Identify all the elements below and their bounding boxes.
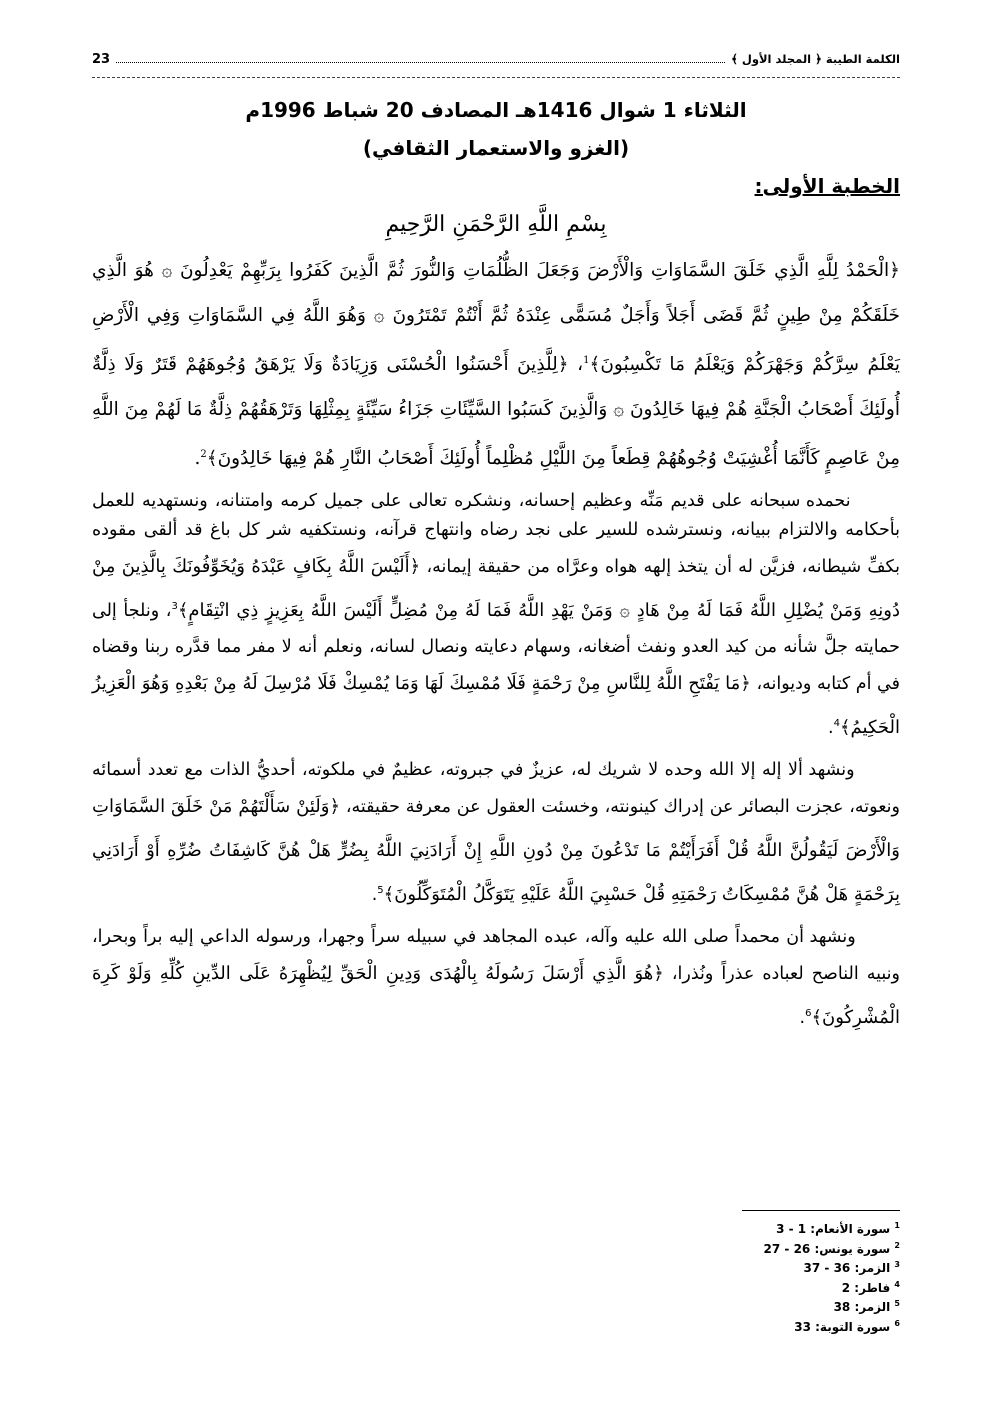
paragraph-text: ، ونلجأ إلى حمايته جلَّ شأنه من كيد العدو ونفث أضغانه، وسهام دعايته ونصال لسانه، ونعلم أنه لا مفر مما قدَّره ربنا وقضاه في أم كتابه وديوانه،: [92, 601, 900, 695]
quran-passage-1: ﴿الْحَمْدُ لِلَّهِ الَّذِي خَلَقَ السَّمَاوَاتِ وَالْأَرْضَ وَجَعَلَ الظُّلُمَاتِ وَالنُّورَ ثُمَّ الَّذِينَ كَفَرُوا بِرَبِّهِمْ يَعْدِلُونَ ۞ هُوَ الَّذِي خَلَقَكُمْ مِنْ طِينٍ ثُمَّ قَضَى أَجَلاً وَأَجَلٌ مُسَمًّى عِنْدَهُ ثُمَّ أَنْتُمْ تَمْتَرُونَ ۞ وَهُوَ اللَّهُ فِي السَّمَاوَاتِ وَفِي الْأَرْضِ يَعْلَمُ سِرَّكُمْ وَجَهْرَكُمْ وَيَعْلَمُ مَا تَكْسِبُونَ﴾$^1$، ﴿لِلَّذِينَ أَحْسَنُوا الْحُسْنَى وَزِيَادَةٌ وَلَا يَرْهَقُ وُجُوهَهُمْ قَتَرٌ وَلَا ذِلَّةٌ أُولَئِكَ أَصْحَابُ الْجَنَّةِ هُمْ فِيهَا خَالِدُونَ ۞ وَالَّذِينَ كَسَبُوا السَّيِّئَاتِ جَزَاءُ سَيِّئَةٍ بِمِثْلِهَا وَتَرْهَقُهُمْ ذِلَّةٌ مَا لَهُمْ مِنَ اللَّهِ مِنْ عَاصِمٍ كَأَنَّمَا أُغْشِيَتْ وُجُوهُهُمْ قِطَعاً مِنَ اللَّيْلِ مُظْلِماً أُولَئِكَ أَصْحَابُ النَّارِ هُمْ فِيهَا خَالِدُونَ﴾$^2$.: [92, 260, 900, 470]
quran-inline-verse: ﴿أَلَيْسَ اللَّهُ بِكَافٍ عَبْدَهُ وَيُخَوِّفُونَكَ بِالَّذِينَ مِنْ دُونِهِ وَمَنْ يُضْلِلِ اللَّهُ فَمَا لَهُ مِنْ هَادٍ ۞ وَمَنْ يَهْدِ اللَّهُ فَمَا لَهُ مِنْ مُضِلٍّ أَلَيْسَ اللَّهُ بِعَزِيزٍ ذِي انْتِقَامٍ﴾: [92, 556, 900, 622]
footnote-ref: 4: [833, 718, 840, 730]
quran-verse-text: ﴿لِلَّذِينَ أَحْسَنُوا الْحُسْنَى وَزِيَادَةٌ وَلَا يَرْهَقُ وُجُوهَهُمْ قَتَرٌ وَلَا ذِلَّةٌ أُولَئِكَ أَصْحَابُ الْجَنَّةِ هُمْ فِيهَا خَالِدُونَ ۞ وَالَّذِينَ كَسَبُوا السَّيِّئَاتِ جَزَاءُ سَيِّئَةٍ بِمِثْلِهَا وَتَرْهَقُهُمْ ذِلَّةٌ مَا لَهُمْ مِنَ اللَّهِ مِنْ عَاصِمٍ كَأَنَّمَا أُغْشِيَتْ وُجُوهُهُمْ قِطَعاً مِنَ اللَّيْلِ مُظْلِماً أُولَئِكَ أَصْحَابُ النَّارِ هُمْ فِيهَا خَالِدُونَ﴾: [92, 354, 900, 470]
quran-inline-verse: ﴿هُوَ الَّذِي أَرْسَلَ رَسُولَهُ بِالْهُدَى وَدِينِ الْحَقِّ لِيُظْهِرَهُ عَلَى الدِّينِ كُلِّهِ وَلَوْ كَرِهَ الْمُشْرِكُونَ﴾: [92, 963, 900, 1029]
section-heading: الخطبة الأولى:: [754, 174, 900, 198]
footnote-ref: 1: [583, 355, 590, 366]
khutba-title: (الغزو والاستعمار الثقافي): [362, 136, 630, 160]
quran-verse-text: ﴿الْحَمْدُ لِلَّهِ الَّذِي خَلَقَ السَّمَاوَاتِ وَالْأَرْضَ وَجَعَلَ الظُّلُمَاتِ وَالنُّورَ ثُمَّ الَّذِينَ كَفَرُوا بِرَبِّهِمْ يَعْدِلُونَ ۞ هُوَ الَّذِي خَلَقَكُمْ مِنْ طِينٍ ثُمَّ قَضَى أَجَلاً وَأَجَلٌ مُسَمًّى عِنْدَهُ ثُمَّ أَنْتُمْ تَمْتَرُونَ ۞ وَهُوَ اللَّهُ فِي السَّمَاوَاتِ وَفِي الْأَرْضِ يَعْلَمُ سِرَّكُمْ وَجَهْرَكُمْ وَيَعْلَمُ مَا تَكْسِبُونَ﴾: [92, 260, 900, 376]
basmala: بِسْمِ اللَّهِ الرَّحْمَنِ الرَّحِيمِ: [385, 212, 607, 237]
paragraph-shahada: ونشهد ألا إله إلا الله وحده لا شريك له، عزيزٌ في جبروته، عظيمٌ في ملكوته، أحديُّ الذات مع تعدد أسمائه ونعوته، عجزت البصائر عن إدراك كينونته، وخسئت العقول عن معرفة حقيقته، ﴿وَلَئِنْ سَأَلْتَهُمْ مَنْ خَلَقَ السَّمَاوَاتِ وَالْأَرْضَ لَيَقُولُنَّ اللَّهُ قُلْ أَفَرَأَيْتُمْ مَا تَدْعُونَ مِنْ دُونِ اللَّهِ إِنْ أَرَادَنِيَ اللَّهُ بِضُرٍّ هَلْ هُنَّ كَاشِفَاتُ ضُرِّهِ أَوْ أَرَادَنِي بِرَحْمَةٍ هَلْ هُنَّ مُمْسِكَاتُ رَحْمَتِهِ قُلْ حَسْبِيَ اللَّهُ عَلَيْهِ يَتَوَكَّلُ الْمُتَوَكِّلُونَ﴾$^5$.: [92, 760, 900, 906]
paragraph-text: نحمده سبحانه على قديم مَنِّه وعظيم إحسانه، ونشكره تعالى على جميل كرمه وامتنانه، ونستهديه للعمل بأحكامه والالتزام ببيانه، ونسترشده للسير على نجد رضاه وانتهاج قرآنه، ونستكفيه شر كل باغ قد ألقى مقوده بكفِّ شيطانه، فزيَّن له أن يتخذ إلهه هواه وعرَّاه من حقيقة إيمانه،: [92, 491, 901, 578]
footnotes: [600, 1218, 900, 1335]
khutba-date: الثلاثاء 1 شوال 1416هـ المصادف 20 شباط 1996م: [245, 98, 747, 122]
book-title: الكلمة الطيبة ﴿ المجلد الأول ﴾: [731, 52, 900, 66]
footnote-item: $^6$ سورة التوبة: 33: [794, 1318, 900, 1334]
quran-inline-verse: ﴿مَا يَفْتَحِ اللَّهُ لِلنَّاسِ مِنْ رَحْمَةٍ فَلَا مُمْسِكَ لَهَا وَمَا يُمْسِكْ فَلَا مُرْسِلَ لَهُ مِنْ بَعْدِهِ وَهُوَ الْعَزِيزُ الْحَكِيمُ﴾: [92, 673, 900, 739]
paragraph-prophet: ونشهد أن محمداً صلى الله عليه وآله، عبده المجاهد في سبيله سراً وجهرا، ورسوله الداعي إليه براً وبحرا، ونبيه الناصح لعباده عذراً ونُذرا، ﴿هُوَ الَّذِي أَرْسَلَ رَسُولَهُ بِالْهُدَى وَدِينِ الْحَقِّ لِيُظْهِرَهُ عَلَى الدِّينِ كُلِّهِ وَلَوْ كَرِهَ الْمُشْرِكُونَ﴾$^6$.: [92, 927, 900, 1029]
footnote-ref: 2: [200, 449, 207, 461]
paragraph-praise: نحمده سبحانه على قديم مَنِّه وعظيم إحسانه، ونشكره تعالى على جميل كرمه وامتنانه، ونستهديه للعمل بأحكامه والالتزام ببيانه، ونسترشده للسير على نجد رضاه وانتهاج قرآنه، ونستكفيه شر كل باغ قد ألقى مقوده بكفِّ شيطانه، فزيَّن له أن يتخذ إلهه هواه وعرَّاه من حقيقة إيمانه، ﴿أَلَيْسَ اللَّهُ بِكَافٍ عَبْدَهُ وَيُخَوِّفُونَكَ بِالَّذِينَ مِنْ دُونِهِ وَمَنْ يُضْلِلِ اللَّهُ فَمَا لَهُ مِنْ هَادٍ ۞ وَمَنْ يَهْدِ اللَّهُ فَمَا لَهُ مِنْ مُضِلٍّ أَلَيْسَ اللَّهُ بِعَزِيزٍ ذِي انْتِقَامٍ﴾$^3$، ونلجأ إلى حمايته جلَّ شأنه من كيد العدو ونفث أضغانه، وسهام دعايته ونصال لسانه، ونعلم أنه لا مفر مما قدَّره ربنا وقضاه في أم كتابه وديوانه، ﴿مَا يَفْتَحِ اللَّهُ لِلنَّاسِ مِنْ رَحْمَةٍ فَلَا مُمْسِكَ لَهَا وَمَا يُمْسِكْ فَلَا مُرْسِلَ لَهُ مِنْ بَعْدِهِ وَهُوَ الْعَزِيزُ الْحَكِيمُ﴾$^4$.: [92, 491, 901, 739]
footnote-item: $^1$ سورة الأنعام: 1 - 3: [776, 1221, 900, 1236]
footnote-item: $^4$ فاطر: 2: [841, 1279, 900, 1295]
paragraph-text: ونشهد أن محمداً صلى الله عليه وآله، عبده المجاهد في سبيله سراً وجهرا، ورسوله الداعي إليه براً وبحرا، ونبيه الناصح لعباده عذراً ونُذرا،: [92, 927, 900, 985]
footnote-item: $^2$ سورة يونس: 26 - 27: [763, 1240, 900, 1256]
footnote-item: $^5$ الزمر: 38: [833, 1299, 900, 1314]
document-page: [92, 52, 901, 1334]
paragraph-text: ونشهد ألا إله إلا الله وحده لا شريك له، عزيزٌ في جبروته، عظيمٌ في ملكوته، أحديُّ الذات مع تعدد أسمائه ونعوته، عجزت البصائر عن إدراك كينونته، وخسئت العقول عن معرفة حقيقته،: [92, 760, 900, 818]
running-header: [92, 52, 900, 78]
page-number: 23: [92, 52, 111, 67]
header-dot-leader: [116, 62, 725, 63]
footnote-ref: 6: [805, 1008, 812, 1020]
footnote-ref: 5: [377, 885, 384, 897]
footnote-item: $^3$ الزمر: 36 - 37: [803, 1260, 900, 1275]
quran-inline-verse: ﴿وَلَئِنْ سَأَلْتَهُمْ مَنْ خَلَقَ السَّمَاوَاتِ وَالْأَرْضَ لَيَقُولُنَّ اللَّهُ قُلْ أَفَرَأَيْتُمْ مَا تَدْعُونَ مِنْ دُونِ اللَّهِ إِنْ أَرَادَنِيَ اللَّهُ بِضُرٍّ هَلْ هُنَّ كَاشِفَاتُ ضُرِّهِ أَوْ أَرَادَنِي بِرَحْمَةٍ هَلْ هُنَّ مُمْسِكَاتُ رَحْمَتِهِ قُلْ حَسْبِيَ اللَّهُ عَلَيْهِ يَتَوَكَّلُ الْمُتَوَكِّلُونَ﴾: [92, 796, 900, 906]
footnote-ref: 3: [171, 601, 178, 613]
footnote-separator: [742, 1210, 900, 1211]
